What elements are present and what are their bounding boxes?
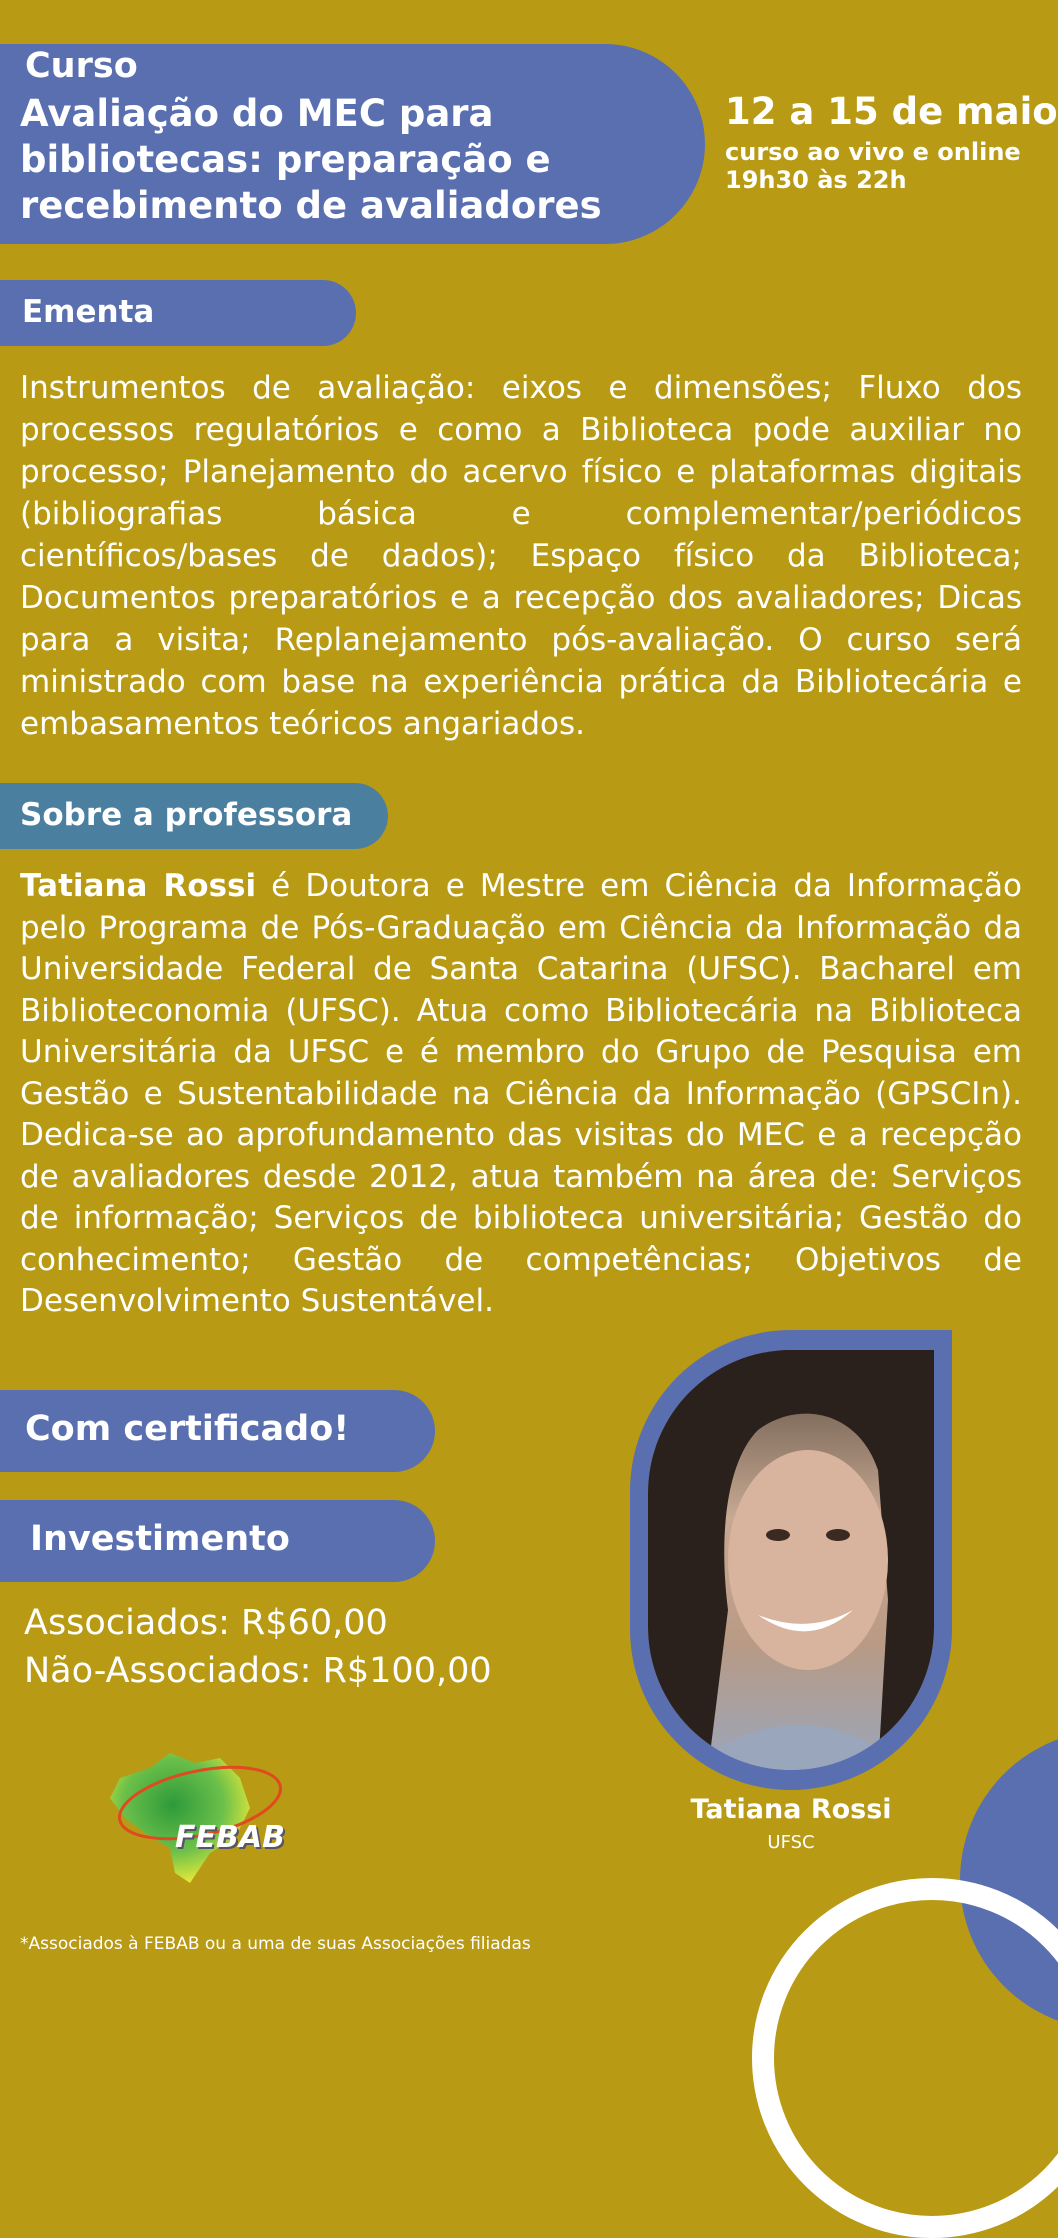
- brazil-map-icon: [100, 1748, 340, 1888]
- course-title-line-1: Avaliação do MEC para: [20, 92, 494, 135]
- certificado-label: Com certificado!: [25, 1409, 350, 1449]
- investimento-heading: Investimento: [30, 1519, 290, 1559]
- photo-caption-name: Tatiana Rossi: [690, 1794, 892, 1825]
- price-associados: Associados: R$60,00: [24, 1603, 388, 1643]
- course-title-line-2: bibliotecas: preparação e: [20, 138, 551, 181]
- febab-logo: [100, 1748, 340, 1888]
- portrait-icon: [648, 1350, 934, 1770]
- course-date: 12 a 15 de maio: [725, 90, 1058, 133]
- ementa-heading: Ementa: [22, 294, 155, 330]
- course-mode: curso ao vivo e online: [725, 138, 1021, 166]
- professora-heading: Sobre a professora: [20, 797, 353, 833]
- febab-logo-text: FEBAB: [175, 1820, 285, 1855]
- professora-bio: [20, 866, 1022, 1323]
- price-nao-associados: Não-Associados: R$100,00: [24, 1651, 492, 1691]
- ementa-text: Instrumentos de avaliação: eixos e dimensões; Fluxo dos processos regulatórios e como a Biblioteca pode auxiliar no processo; Planejamento do acervo físico e plataformas digitais (bibliografias básica e complementar/periódicos científicos/bases de dados); Espaço físico da Biblioteca; Documentos preparatórios e a recepção dos avaliadores; Dicas para a visita; Replanejamento pós-avaliação. O curso será ministrado com base na experiência prática da Bibliotecária e embasamentos teóricos angariados.: [20, 370, 1022, 742]
- photo-caption-org: UFSC: [767, 1832, 815, 1853]
- course-kicker: Curso: [25, 46, 138, 86]
- course-time: 19h30 às 22h: [725, 166, 907, 194]
- professora-name: Tatiana Rossi: [20, 868, 257, 904]
- professora-bio-text: é Doutora e Mestre em Ciência da Informação pelo Programa de Pós-Graduação em Ciência da Informação da Universidade Federal de Santa Catarina (UFSC). Bacharel em Biblioteconomia (UFSC). Atua como Bibliotecária na Biblioteca Universitária da UFSC e é membro do Grupo de Pesquisa em Gestão e Sustentabilidade na Ciência da Informação (GPSCIn). Dedica-se ao aprofundamento das visitas do MEC e a recepção de avaliadores desde 2012, atua também na área de: Serviços de informação; Serviços de biblioteca universitária; Gestão do conhecimento; Gestão de competências; Objetivos de Desenvolvimento Sustentável.: [20, 868, 1022, 1319]
- course-title-line-3: recebimento de avaliadores: [20, 184, 602, 227]
- decorative-ring: [752, 1878, 1058, 2238]
- professora-photo: [648, 1350, 934, 1770]
- footnote: *Associados à FEBAB ou a uma de suas Associações filiadas: [20, 1934, 531, 1954]
